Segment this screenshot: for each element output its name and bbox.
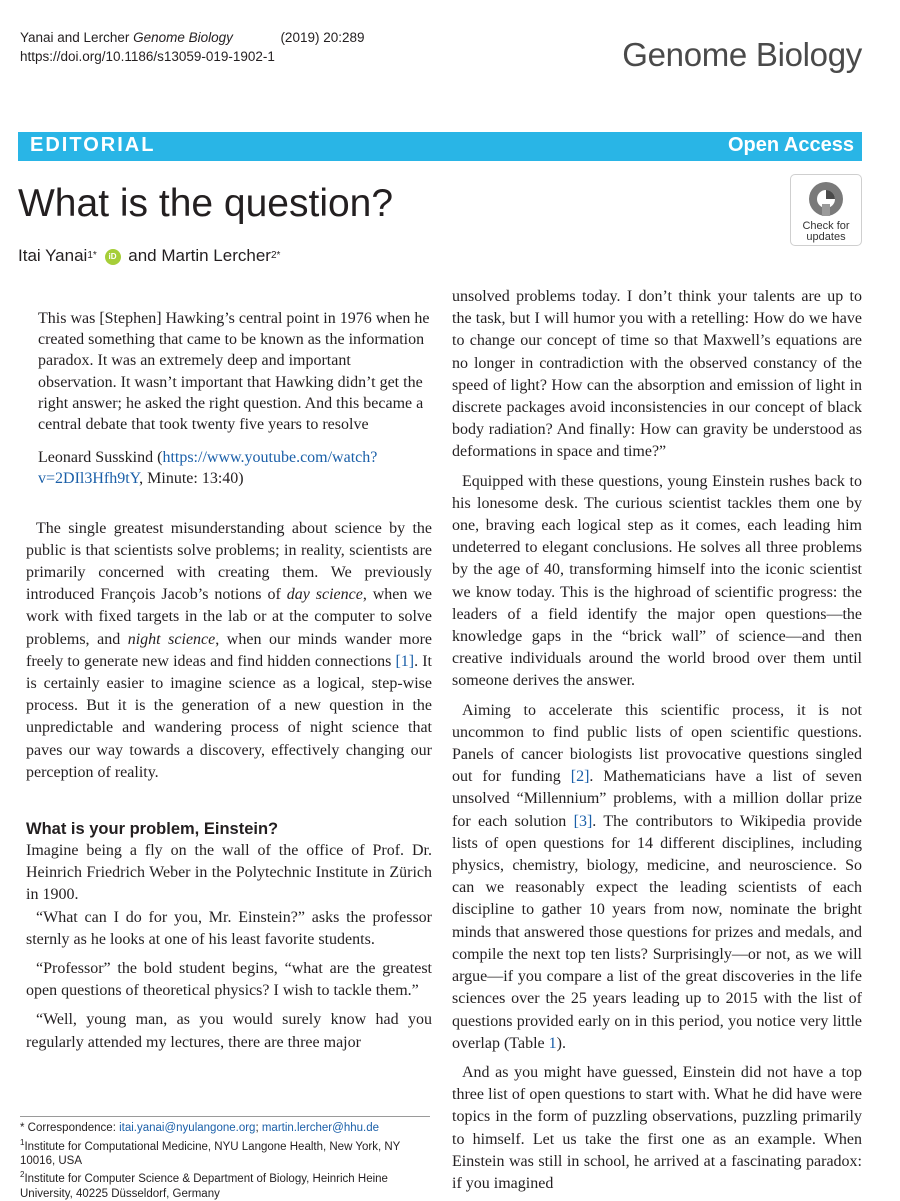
epigraph-quote — [38, 308, 432, 435]
correspondence-line — [20, 1121, 430, 1136]
youtube-link[interactable]: https://www.youtube.com/watch?v=2DIl3Hfh9tY — [38, 449, 378, 488]
crossmark-icon — [807, 180, 845, 218]
author-line — [18, 246, 280, 266]
text-run: . It is certainly easier to imagine science as a logical, step-wise process. But it is the generation of a new question in the unpredictable and wandering process of night science that paves our way towards a discovery, effectively changing our perception of reality. — [26, 652, 432, 781]
affiliation-1 — [20, 1136, 430, 1169]
emphasis-term: day science — [286, 586, 363, 604]
reference-link[interactable]: [2] — [570, 768, 590, 786]
separator: ; — [255, 1122, 262, 1134]
paragraph: Equipped with these questions, young Einstein rushes back to his lonesome desk. The curious scientist tackles them one by one, braving each logical step as it comes, each leading him undeterred to elegant conclusions. He solves all three problems by the age of 40, transforming himself into the iconic scientist we know today. This is the highroad of scientific progress: the leaders of a field identify the major open questions—the knowledge gaps in the “brick wall” of science—and then creative individuals around the world brood over them until someone derives the answer. — [452, 472, 862, 690]
text-run: , when our minds wander more freely to generate new ideas and find hidden connections — [26, 630, 433, 670]
email-link[interactable]: martin.lercher@hhu.de — [261, 1122, 379, 1134]
attribution-suffix: , Minute: 13:40) — [139, 470, 244, 488]
author-conjunction: and — [128, 246, 157, 265]
right-column — [452, 286, 862, 1195]
reference-link[interactable]: [1] — [395, 652, 415, 670]
footnotes — [20, 1116, 430, 1201]
journal-logo: Genome Biology — [622, 36, 862, 73]
affiliation-text: Institute for Computer Science & Department of Biology, Heinrich Heine University, 40225 Düsseldorf, Germany — [20, 1173, 388, 1200]
running-header — [20, 28, 365, 66]
author-affiliation-marker: 2* — [270, 250, 281, 261]
header-journal: Genome Biology — [133, 30, 233, 45]
email-link[interactable]: itai.yanai@nyulangone.org — [119, 1122, 256, 1134]
section-heading: What is your problem, Einstein? — [26, 820, 279, 839]
paragraph: And as you might have guessed, Einstein did not have a top three list of open questions to start with. What he did have were topics in the form of puzzling observations, puzzling primarily to himself. Let us take the first one as an example. When Einstein was still in school, he arrived at a fascinating paradox: if you imagined — [452, 1063, 862, 1192]
left-column — [26, 284, 432, 1054]
article-title: What is the question? — [18, 182, 394, 225]
paragraph: unsolved problems today. I don’t think your talents are up to the task, but I will humor you with a retelling: How do we have to change our concept of time so that Maxwell’s equations are no longer in contradiction with the observed constancy of the speed of light? How can the absorption and emission of light in discrete packages avoid inconsistencies in our concept of black body radiation? And finally: How can gravity be understood as deformations in space and time?” — [452, 288, 862, 461]
emphasis-term: night science — [127, 630, 216, 648]
article-type-banner — [18, 132, 862, 161]
reference-link[interactable]: [3] — [573, 812, 593, 830]
attribution-prefix: Leonard Susskind ( — [38, 449, 163, 467]
paragraph: “Professor” the bold student begins, “what are the greatest open questions of theoretical physics? I wish to tackle them.” — [26, 960, 432, 1000]
orcid-icon[interactable]: iD — [105, 249, 121, 265]
text-run: . Mathematicians have a list of seven unsolved “Millennium” problems, with a million dollar prize for each solution — [452, 768, 863, 830]
doi-link[interactable]: https://doi.org/10.1186/s13059-019-1902-1 — [20, 49, 275, 64]
author-affiliation-marker: 1* — [87, 250, 97, 261]
header-citation: (2019) 20:289 — [280, 30, 365, 45]
paragraph: Imagine being a fly on the wall of the office of Prof. Dr. Heinrich Friedrich Weber in the Polytechnic Institute in Zürich in 1900. — [26, 842, 432, 904]
paragraph: “What can I do for you, Mr. Einstein?” asks the professor sternly as he looks at one of his least favorite students. — [26, 908, 432, 948]
text-run: , when we work with fixed targets in the lab or at the computer to solve problems, and — [26, 586, 432, 648]
article-type-label: EDITORIAL — [30, 134, 156, 156]
affiliation-text: Institute for Computational Medicine, NYU Langone Health, New York, NY 10016, USA — [20, 1140, 401, 1167]
text-run: ). — [556, 1034, 566, 1052]
text-run: The single greatest misunderstanding about science by the public is that scientists solve problems; in reality, scientists are primarily concerned with creating them. We previously introduced François Jacob’s notions of — [26, 519, 432, 604]
citation-line — [20, 28, 365, 47]
epigraph-text: This was [Stephen] Hawking’s central point in 1976 when he created something that came to be known as the information paradox. It was an extremely deep and important observation. It wasn’t important that Hawking didn’t get the right answer; he asked the right question. And this became a central debate that took twenty five years to resolve — [38, 310, 430, 434]
epigraph-attribution — [38, 447, 432, 489]
text-run: . The contributors to Wikipedia provide lists of open questions for 14 different disciplines, including physics, chemistry, biology, medicine, and neuroscience. So can we reasonably expect the leading scientists of each discipline to gather 10 years from now, nominate the bright minds that answered those questions for prizes and medals, and compile the next top ten lists? Surprisingly—or not, as we will argue—if you compare a list of the great discoveries in the life sciences over the 25 years leading up to 2015 with the list of questions provided early on in this period, you notice very little overlap (Table — [452, 812, 862, 1052]
author-name[interactable]: Martin Lercher — [161, 246, 271, 265]
paragraph — [452, 700, 862, 1055]
text-run: Aiming to accelerate this scientific process, it is not uncommon to find public lists of open scientific questions. Panels of cancer biologists list provocative questions singled out for funding — [452, 701, 862, 786]
affiliation-2 — [20, 1168, 430, 1201]
open-access-label: Open Access — [728, 134, 854, 156]
affiliation-number: 2 — [20, 1170, 25, 1180]
intro-paragraph — [26, 518, 432, 784]
table-link[interactable]: 1 — [548, 1034, 557, 1052]
paragraph: “Well, young man, as you would surely know had you regularly attended my lectures, there are three major — [26, 1011, 432, 1051]
updates-label: updates — [806, 231, 846, 243]
check-for-label: Check for — [802, 220, 850, 232]
affiliation-number: 1 — [20, 1137, 25, 1147]
author-name[interactable]: Itai Yanai — [18, 246, 88, 265]
correspondence-label: * Correspondence: — [20, 1122, 120, 1134]
header-authors: Yanai and Lercher — [20, 30, 130, 45]
check-for-updates-badge[interactable] — [790, 174, 862, 246]
